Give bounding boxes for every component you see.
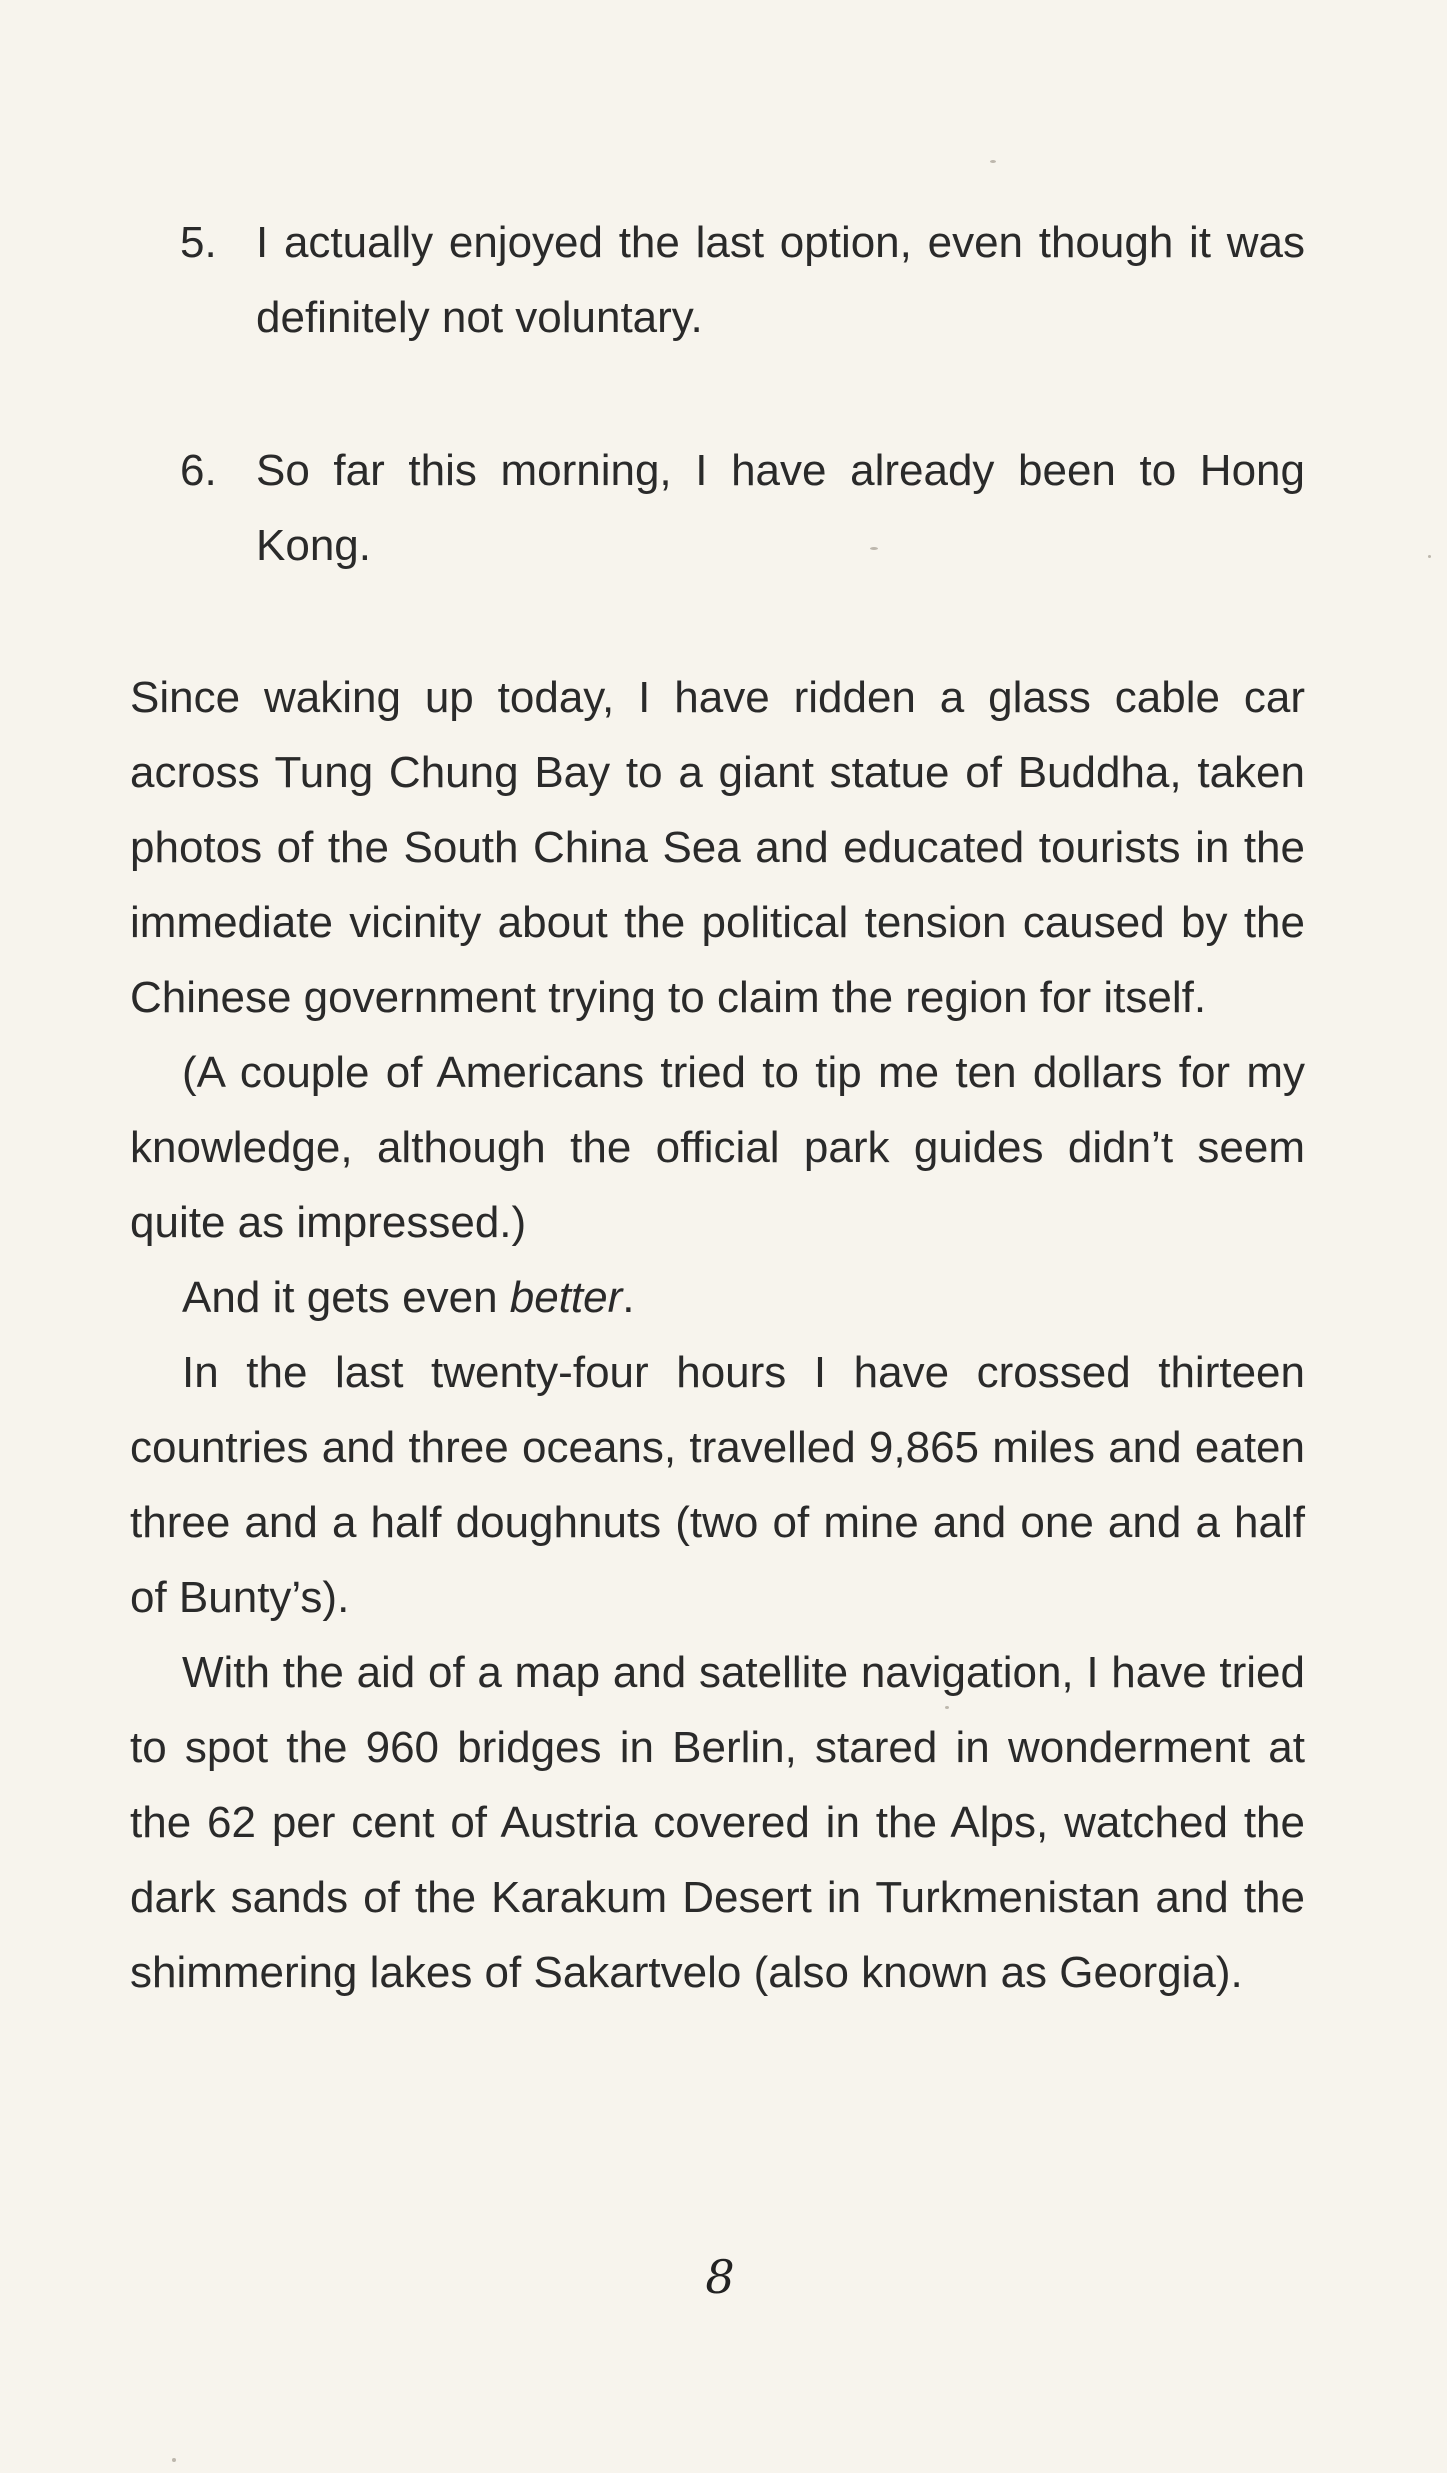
paper-speck bbox=[172, 2458, 176, 2462]
paper-speck bbox=[990, 160, 996, 163]
list-text: I actually enjoyed the last option, even though it was definitely not voluntary. bbox=[256, 218, 1305, 342]
body-text bbox=[130, 660, 1305, 2010]
paragraph: With the aid of a map and satellite navigation, I have tried to spot the 960 bridges in Berlin, stared in wonderment at the 62 per cent of Austria covered in the Alps, watched the dark sands of the Karakum Desert in Turkmenistan and the shimmering lakes of Sakartvelo (also known as Georgia). bbox=[130, 1648, 1305, 1997]
page-number: 8 bbox=[705, 2250, 735, 2304]
list-number: 5. bbox=[180, 218, 217, 267]
paragraph-text: . bbox=[622, 1273, 635, 1322]
paper-speck bbox=[1428, 555, 1431, 558]
list-text: So far this morning, I have already been to Hong Kong. bbox=[256, 446, 1305, 570]
paragraph: Since waking up today, I have ridden a glass cable car across Tung Chung Bay to a giant statue of Buddha, taken photos of the South China Sea and educated tourists in the immediate vicinity about the political tension caused by the Chinese government trying to claim the region for itself. bbox=[130, 673, 1305, 1022]
paragraph: In the last twenty-four hours I have crossed thirteen countries and three oceans, travelled 9,865 miles and eaten three and a half doughnuts (two of mine and one and a half of Bunty’s). bbox=[130, 1348, 1305, 1622]
paragraph bbox=[130, 1260, 1305, 1335]
paragraph: (A couple of Americans tried to tip me ten dollars for my knowledge, although the official park guides didn’t seem quite as impressed.) bbox=[130, 1048, 1305, 1247]
list-number: 6. bbox=[180, 446, 217, 495]
paragraph-text: And it gets even bbox=[182, 1273, 510, 1322]
emphasis-text: better bbox=[509, 1273, 623, 1322]
